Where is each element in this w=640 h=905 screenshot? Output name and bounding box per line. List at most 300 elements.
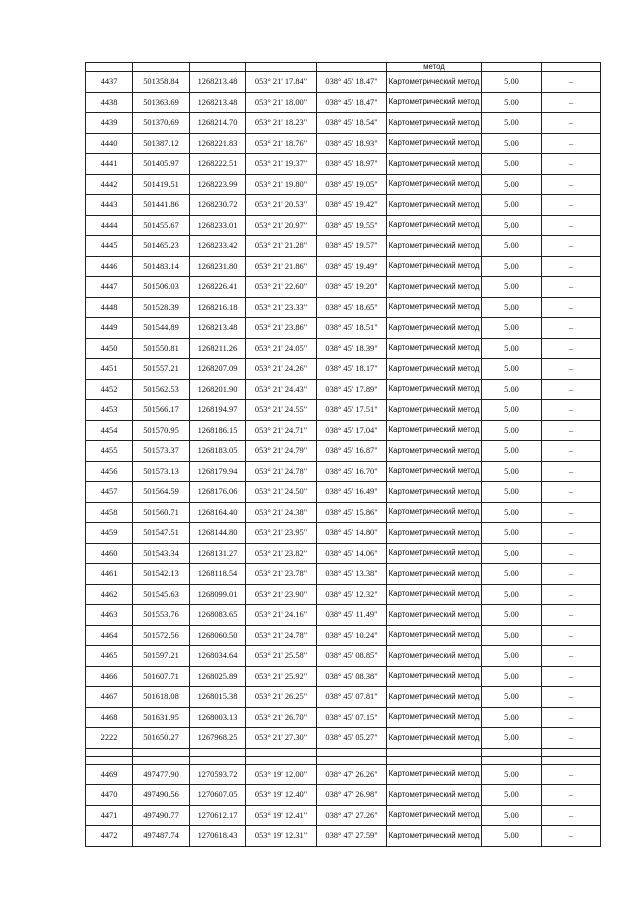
note: – [542,707,601,728]
table-row-empty [86,756,601,764]
accuracy: 5.00 [482,400,542,421]
note: – [542,728,601,749]
longitude: 038° 45' 18.17" [317,359,387,380]
note: – [542,420,601,441]
method: Картометрический метод [387,195,482,216]
accuracy: 5.00 [482,728,542,749]
latitude: 053° 21' 23.90" [246,584,317,605]
note: – [542,764,601,785]
y-coordinate [190,63,246,72]
table-row [86,379,601,400]
note: – [542,277,601,298]
point-number: 4459 [86,523,133,544]
longitude: 038° 45' 07.15" [317,707,387,728]
latitude [246,63,317,72]
method: Картометрический метод [387,277,482,298]
note: – [542,666,601,687]
y-coordinate: 1270618.43 [190,826,246,847]
point-number: 4449 [86,318,133,339]
method: Картометрический метод [387,92,482,113]
accuracy: 5.00 [482,502,542,523]
y-coordinate: 1268216.18 [190,297,246,318]
method: Картометрический метод [387,666,482,687]
accuracy: 5.00 [482,826,542,847]
y-coordinate: 1270612.17 [190,805,246,826]
table-row [86,318,601,339]
table-row [86,400,601,421]
point-number: 4468 [86,707,133,728]
latitude: 053° 21' 21.86" [246,256,317,277]
y-coordinate: 1268186.15 [190,420,246,441]
note [542,63,601,72]
point-number: 4467 [86,687,133,708]
y-coordinate: 1268034.64 [190,646,246,667]
point-number: 4461 [86,564,133,585]
longitude: 038° 45' 16.87" [317,441,387,462]
accuracy: 5.00 [482,441,542,462]
latitude: 053° 21' 24.55" [246,400,317,421]
note: – [542,236,601,257]
note: – [542,785,601,806]
method: Картометрический метод [387,256,482,277]
point-number: 4469 [86,764,133,785]
latitude: 053° 21' 26.70" [246,707,317,728]
table-row [86,826,601,847]
latitude: 053° 21' 23.82" [246,543,317,564]
point-number: 4440 [86,133,133,154]
method: Картометрический метод [387,523,482,544]
table-row [86,584,601,605]
x-coordinate: 501387.12 [133,133,190,154]
latitude: 053° 21' 17.84" [246,72,317,93]
table-row [86,420,601,441]
x-coordinate: 501419.51 [133,174,190,195]
accuracy [482,63,542,72]
accuracy: 5.00 [482,379,542,400]
table-row [86,113,601,134]
accuracy: 5.00 [482,133,542,154]
point-number: 4444 [86,215,133,236]
x-coordinate: 501455.67 [133,215,190,236]
table-row [86,92,601,113]
method: Картометрический метод [387,707,482,728]
table-row [86,646,601,667]
method: Картометрический метод [387,236,482,257]
y-coordinate: 1268118.54 [190,564,246,585]
table-row [86,687,601,708]
x-coordinate: 501370.69 [133,113,190,134]
method: Картометрический метод [387,728,482,749]
accuracy: 5.00 [482,113,542,134]
accuracy: 5.00 [482,256,542,277]
note: – [542,174,601,195]
table-row [86,154,601,175]
y-coordinate: 1268164.40 [190,502,246,523]
accuracy: 5.00 [482,236,542,257]
method: Картометрический метод [387,72,482,93]
x-coordinate: 501570.95 [133,420,190,441]
table-row [86,564,601,585]
accuracy: 5.00 [482,646,542,667]
x-coordinate: 501566.17 [133,400,190,421]
table-row [86,805,601,826]
longitude: 038° 45' 19.05" [317,174,387,195]
x-coordinate: 501528.39 [133,297,190,318]
latitude: 053° 21' 19.37" [246,154,317,175]
point-number: 4465 [86,646,133,667]
note: – [542,92,601,113]
note: – [542,441,601,462]
table-row [86,666,601,687]
latitude: 053° 21' 23.86" [246,318,317,339]
longitude: 038° 45' 08.38" [317,666,387,687]
note: – [542,297,601,318]
latitude [246,748,317,756]
y-coordinate: 1268144.80 [190,523,246,544]
table-row [86,174,601,195]
x-coordinate: 497490.56 [133,785,190,806]
y-coordinate: 1268214.70 [190,113,246,134]
latitude: 053° 21' 23.95" [246,523,317,544]
method: Картометрический метод [387,826,482,847]
x-coordinate: 501363.69 [133,92,190,113]
note: – [542,154,601,175]
method: Картометрический метод [387,420,482,441]
note: – [542,805,601,826]
x-coordinate: 501557.21 [133,359,190,380]
table-row [86,441,601,462]
point-number: 4460 [86,543,133,564]
table-row [86,605,601,626]
y-coordinate: 1268194.97 [190,400,246,421]
longitude: 038° 45' 18.47" [317,92,387,113]
y-coordinate: 1268083.65 [190,605,246,626]
y-coordinate: 1268226.41 [190,277,246,298]
y-coordinate: 1268183.05 [190,441,246,462]
latitude: 053° 19' 12.31" [246,826,317,847]
point-number: 4447 [86,277,133,298]
latitude: 053° 21' 23.33" [246,297,317,318]
method: Картометрический метод [387,113,482,134]
x-coordinate: 497477.90 [133,764,190,785]
y-coordinate: 1268207.09 [190,359,246,380]
latitude: 053° 19' 12.00" [246,764,317,785]
latitude: 053° 21' 24.26" [246,359,317,380]
table-row [86,297,601,318]
latitude: 053° 21' 25.92" [246,666,317,687]
y-coordinate: 1268003.13 [190,707,246,728]
x-coordinate: 501564.59 [133,482,190,503]
method: Картометрический метод [387,441,482,462]
longitude [317,63,387,72]
method: Картометрический метод [387,174,482,195]
longitude: 038° 45' 07.81" [317,687,387,708]
note: – [542,195,601,216]
accuracy: 5.00 [482,666,542,687]
y-coordinate: 1268222.51 [190,154,246,175]
x-coordinate [133,63,190,72]
point-number: 4441 [86,154,133,175]
note: – [542,584,601,605]
latitude: 053° 21' 18.76" [246,133,317,154]
longitude: 038° 45' 18.47" [317,72,387,93]
x-coordinate: 501441.86 [133,195,190,216]
point-number: 4439 [86,113,133,134]
note: – [542,379,601,400]
latitude: 053° 21' 22.60" [246,277,317,298]
latitude: 053° 19' 12.40" [246,785,317,806]
y-coordinate: 1268213.48 [190,72,246,93]
accuracy: 5.00 [482,687,542,708]
y-coordinate: 1268201.90 [190,379,246,400]
note: – [542,400,601,421]
table-row [86,482,601,503]
y-coordinate: 1268015.38 [190,687,246,708]
point-number: 4437 [86,72,133,93]
note: – [542,133,601,154]
longitude: 038° 45' 15.86" [317,502,387,523]
latitude: 053° 21' 18.00" [246,92,317,113]
accuracy: 5.00 [482,420,542,441]
longitude: 038° 45' 05.27" [317,728,387,749]
note: – [542,605,601,626]
x-coordinate: 501545.63 [133,584,190,605]
point-number [86,63,133,72]
accuracy: 5.00 [482,764,542,785]
table-row [86,277,601,298]
table-row [86,461,601,482]
latitude: 053° 21' 20.53" [246,195,317,216]
x-coordinate: 501631.95 [133,707,190,728]
accuracy: 5.00 [482,72,542,93]
accuracy: 5.00 [482,523,542,544]
point-number: 4462 [86,584,133,605]
table-row [86,256,601,277]
longitude: 038° 45' 19.42" [317,195,387,216]
method: Картометрический метод [387,318,482,339]
note: – [542,318,601,339]
method: Картометрический метод [387,482,482,503]
accuracy [482,756,542,764]
longitude: 038° 45' 19.57" [317,236,387,257]
note: – [542,461,601,482]
longitude [317,748,387,756]
longitude: 038° 47' 27.26" [317,805,387,826]
y-coordinate: 1268231.80 [190,256,246,277]
y-coordinate: 1268211.26 [190,338,246,359]
accuracy: 5.00 [482,482,542,503]
x-coordinate: 501573.13 [133,461,190,482]
table-row [86,523,601,544]
note [542,748,601,756]
latitude: 053° 21' 27.30" [246,728,317,749]
note: – [542,564,601,585]
longitude: 038° 45' 11.49" [317,605,387,626]
note: – [542,646,601,667]
y-coordinate: 1268099.01 [190,584,246,605]
method: Картометрический метод [387,584,482,605]
point-number: 4457 [86,482,133,503]
method: Картометрический метод [387,461,482,482]
point-number: 4466 [86,666,133,687]
table-row [86,359,601,380]
latitude: 053° 21' 18.23" [246,113,317,134]
longitude: 038° 47' 26.26" [317,764,387,785]
latitude: 053° 21' 24.05" [246,338,317,359]
table-row [86,215,601,236]
longitude: 038° 45' 17.89" [317,379,387,400]
longitude: 038° 47' 26.98" [317,785,387,806]
x-coordinate [133,748,190,756]
note: – [542,687,601,708]
accuracy: 5.00 [482,174,542,195]
point-number: 4470 [86,785,133,806]
table-row [86,728,601,749]
point-number: 4445 [86,236,133,257]
y-coordinate: 1268176.06 [190,482,246,503]
y-coordinate: 1268230.72 [190,195,246,216]
latitude [246,756,317,764]
table-row [86,502,601,523]
longitude: 038° 45' 19.20" [317,277,387,298]
y-coordinate [190,748,246,756]
longitude: 038° 45' 19.55" [317,215,387,236]
method: Картометрический метод [387,133,482,154]
longitude: 038° 45' 14.06" [317,543,387,564]
x-coordinate: 501550.81 [133,338,190,359]
point-number: 4464 [86,625,133,646]
method: Картометрический метод [387,297,482,318]
note: – [542,72,601,93]
method: Картометрический метод [387,379,482,400]
latitude: 053° 21' 24.78" [246,625,317,646]
point-number: 4438 [86,92,133,113]
note: – [542,826,601,847]
point-number: 4453 [86,400,133,421]
latitude: 053° 21' 24.71" [246,420,317,441]
note: – [542,482,601,503]
longitude: 038° 45' 16.70" [317,461,387,482]
method [387,756,482,764]
accuracy: 5.00 [482,92,542,113]
latitude: 053° 21' 24.38" [246,502,317,523]
y-coordinate: 1270593.72 [190,764,246,785]
accuracy: 5.00 [482,564,542,585]
x-coordinate: 501553.76 [133,605,190,626]
note: – [542,113,601,134]
method: Картометрический метод [387,215,482,236]
method: метод [387,63,482,72]
method: Картометрический метод [387,543,482,564]
x-coordinate: 501544.89 [133,318,190,339]
longitude: 038° 45' 18.65" [317,297,387,318]
x-coordinate: 501572.56 [133,625,190,646]
table-row [86,195,601,216]
method: Картометрический метод [387,154,482,175]
point-number: 4446 [86,256,133,277]
latitude: 053° 21' 23.78" [246,564,317,585]
longitude: 038° 45' 18.93" [317,133,387,154]
point-number: 4442 [86,174,133,195]
x-coordinate: 501543.34 [133,543,190,564]
x-coordinate: 501618.08 [133,687,190,708]
y-coordinate: 1268025.89 [190,666,246,687]
point-number: 4451 [86,359,133,380]
x-coordinate: 501405.97 [133,154,190,175]
accuracy: 5.00 [482,215,542,236]
accuracy: 5.00 [482,297,542,318]
accuracy [482,748,542,756]
accuracy: 5.00 [482,461,542,482]
table-row [86,707,601,728]
point-number: 4471 [86,805,133,826]
method: Картометрический метод [387,338,482,359]
table-row [86,236,601,257]
accuracy: 5.00 [482,625,542,646]
longitude: 038° 47' 27.59" [317,826,387,847]
y-coordinate: 1268221.83 [190,133,246,154]
accuracy: 5.00 [482,195,542,216]
y-coordinate: 1270607.05 [190,785,246,806]
y-coordinate: 1268179.94 [190,461,246,482]
point-number: 2222 [86,728,133,749]
longitude: 038° 45' 17.51" [317,400,387,421]
longitude: 038° 45' 19.49" [317,256,387,277]
y-coordinate: 1268213.48 [190,92,246,113]
method: Картометрический метод [387,502,482,523]
accuracy: 5.00 [482,318,542,339]
point-number: 4455 [86,441,133,462]
x-coordinate: 497487.74 [133,826,190,847]
table-row-continuation [86,63,601,72]
x-coordinate: 501650.27 [133,728,190,749]
note: – [542,215,601,236]
method: Картометрический метод [387,785,482,806]
longitude: 038° 45' 10.24" [317,625,387,646]
method: Картометрический метод [387,687,482,708]
longitude: 038° 45' 18.54" [317,113,387,134]
latitude: 053° 21' 24.43" [246,379,317,400]
accuracy: 5.00 [482,359,542,380]
longitude [317,756,387,764]
longitude: 038° 45' 17.04" [317,420,387,441]
y-coordinate [190,756,246,764]
note [542,756,601,764]
latitude: 053° 21' 24.50" [246,482,317,503]
note: – [542,502,601,523]
longitude: 038° 45' 12.32" [317,584,387,605]
x-coordinate: 501542.13 [133,564,190,585]
note: – [542,625,601,646]
note: – [542,543,601,564]
y-coordinate: 1268233.01 [190,215,246,236]
method: Картометрический метод [387,764,482,785]
longitude: 038° 45' 16.49" [317,482,387,503]
accuracy: 5.00 [482,707,542,728]
note: – [542,256,601,277]
table-row [86,764,601,785]
y-coordinate: 1268131.27 [190,543,246,564]
x-coordinate: 501465.23 [133,236,190,257]
method: Картометрический метод [387,646,482,667]
latitude: 053° 21' 21.28" [246,236,317,257]
latitude: 053° 21' 24.16" [246,605,317,626]
table-row [86,543,601,564]
method: Картометрический метод [387,359,482,380]
y-coordinate: 1268213.48 [190,318,246,339]
point-number: 4454 [86,420,133,441]
accuracy: 5.00 [482,277,542,298]
